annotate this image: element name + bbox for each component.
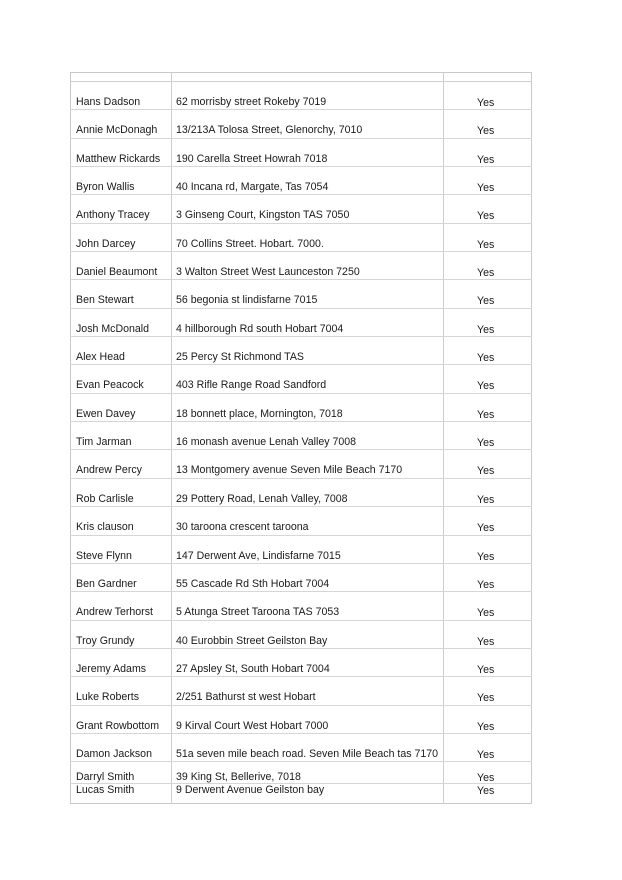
row-address: 40 Incana rd, Margate, Tas 7054 — [176, 181, 329, 194]
row-response: Yes — [477, 182, 495, 195]
table-row — [70, 139, 532, 167]
table-row — [70, 394, 532, 422]
row-response: Yes — [477, 785, 495, 798]
row-address: 3 Ginseng Court, Kingston TAS 7050 — [176, 209, 350, 222]
table-row — [70, 677, 532, 705]
row-response: Yes — [477, 97, 495, 109]
table-row — [70, 706, 532, 734]
row-address: 25 Percy St Richmond TAS — [176, 351, 304, 364]
row-address: 55 Cascade Rd Sth Hobart 7004 — [176, 577, 330, 590]
row-name: Matthew Rickards — [76, 152, 161, 165]
table-row — [70, 592, 532, 620]
row-response: Yes — [477, 720, 495, 733]
table-row — [70, 649, 532, 677]
row-address: 9 Derwent Avenue Geilston bay — [176, 784, 325, 797]
row-address: 40 Eurobbin Street Geilston Bay — [176, 634, 328, 647]
row-name: Damon Jackson — [76, 747, 152, 760]
row-address: 70 Collins Street. Hobart. 7000. — [176, 237, 324, 250]
row-name: Hans Dadson — [76, 96, 141, 108]
row-address: 62 morrisby street Rokeby 7019 — [176, 96, 327, 108]
row-address: 39 King St, Bellerive, 7018 — [176, 771, 301, 784]
row-response: Yes — [477, 635, 495, 648]
row-response: Yes — [477, 238, 495, 251]
table-row — [70, 536, 532, 564]
table-row — [70, 479, 532, 507]
row-response: Yes — [477, 437, 495, 450]
row-name: Tim Jarman — [76, 436, 132, 449]
row-name: Daniel Beaumont — [76, 266, 158, 279]
row-name: Luke Roberts — [76, 691, 140, 704]
row-response: Yes — [477, 125, 495, 138]
table-row — [70, 82, 532, 110]
row-name: Troy Grundy — [76, 634, 135, 647]
row-address: 18 bonnett place, Mornington, 7018 — [176, 407, 343, 420]
row-name: Anthony Tracey — [76, 209, 150, 222]
table-row — [70, 167, 532, 195]
table-row — [70, 337, 532, 365]
row-address: 9 Kirval Court West Hobart 7000 — [176, 719, 329, 732]
row-address: 4 hillborough Rd south Hobart 7004 — [176, 322, 344, 335]
table-row — [70, 507, 532, 535]
table-row — [70, 450, 532, 478]
row-address: 13/213A Tolosa Street, Glenorchy, 7010 — [176, 124, 363, 137]
row-response: Yes — [477, 295, 495, 308]
row-name: Andrew Terhorst — [76, 606, 153, 619]
table-row — [70, 365, 532, 393]
row-response: Yes — [477, 578, 495, 591]
row-response: Yes — [477, 465, 495, 478]
row-response: Yes — [477, 748, 495, 761]
row-response: Yes — [477, 692, 495, 705]
roster-rows — [70, 82, 532, 798]
table-row — [70, 252, 532, 280]
row-name: Josh McDonald — [76, 322, 150, 335]
row-address: 27 Apsley St, South Hobart 7004 — [176, 662, 330, 675]
table-row — [70, 734, 532, 762]
row-response: Yes — [477, 772, 495, 785]
row-response: Yes — [477, 522, 495, 535]
row-name: John Darcey — [76, 237, 136, 250]
row-name: Grant Rowbottom — [76, 719, 160, 732]
row-address: 29 Pottery Road, Lenah Valley, 7008 — [176, 492, 348, 505]
row-name: Evan Peacock — [76, 379, 144, 392]
row-response: Yes — [477, 607, 495, 620]
row-address: 2/251 Bathurst st west Hobart — [176, 691, 316, 704]
row-address: 16 monash avenue Lenah Valley 7008 — [176, 436, 357, 449]
table-row — [70, 309, 532, 337]
row-name: Ben Gardner — [76, 577, 137, 590]
row-name: Darryl Smith — [76, 771, 135, 784]
row-response: Yes — [477, 153, 495, 166]
row-name: Andrew Percy — [76, 464, 142, 477]
row-address: 51a seven mile beach road. Seven Mile Beach tas 7170 — [176, 747, 439, 760]
row-response: Yes — [477, 493, 495, 506]
row-name: Ewen Davey — [76, 407, 136, 420]
table-row — [70, 110, 532, 138]
row-address: 147 Derwent Ave, Lindisfarne 7015 — [176, 549, 341, 562]
table-row — [70, 280, 532, 308]
row-address: 56 begonia st lindisfarne 7015 — [176, 294, 318, 307]
table-row — [70, 564, 532, 592]
row-name: Steve Flynn — [76, 549, 132, 562]
table-row — [70, 621, 532, 649]
row-address: 5 Atunga Street Taroona TAS 7053 — [176, 606, 340, 619]
table-row — [70, 784, 532, 798]
row-name: Rob Carlisle — [76, 492, 134, 505]
row-response: Yes — [477, 210, 495, 223]
row-name: Lucas Smith — [76, 784, 135, 797]
row-address: 190 Carella Street Howrah 7018 — [176, 152, 328, 165]
row-response: Yes — [477, 663, 495, 676]
row-response: Yes — [477, 267, 495, 280]
row-name: Ben Stewart — [76, 294, 134, 307]
row-address: 13 Montgomery avenue Seven Mile Beach 7170 — [176, 464, 403, 477]
table-row — [70, 224, 532, 252]
row-address: 30 taroona crescent taroona — [176, 521, 309, 534]
row-name: Kris clauson — [76, 521, 134, 534]
table-row — [70, 422, 532, 450]
row-response: Yes — [477, 550, 495, 563]
row-name: Byron Wallis — [76, 181, 135, 194]
row-response: Yes — [477, 408, 495, 421]
row-name: Alex Head — [76, 351, 125, 364]
row-response: Yes — [477, 323, 495, 336]
row-address: 403 Rifle Range Road Sandford — [176, 379, 327, 392]
table-row — [70, 195, 532, 223]
table-row — [70, 762, 532, 784]
row-response: Yes — [477, 352, 495, 365]
row-response: Yes — [477, 380, 495, 393]
row-name: Annie McDonagh — [76, 124, 158, 137]
row-name: Jeremy Adams — [76, 662, 147, 675]
row-address: 3 Walton Street West Launceston 7250 — [176, 266, 360, 279]
